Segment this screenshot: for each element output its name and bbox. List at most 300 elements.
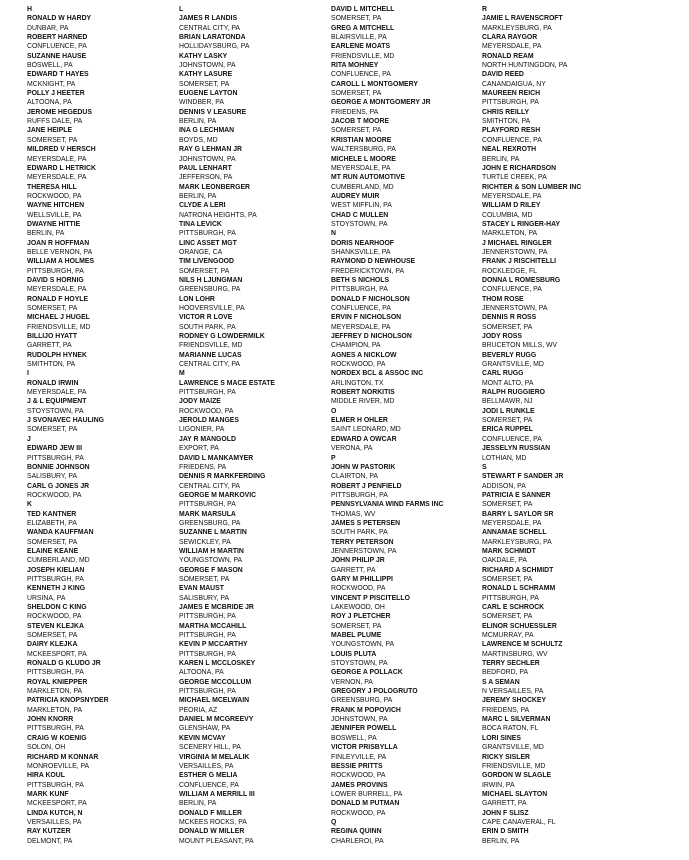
entry-location: GRANTSVILLE, MD (482, 359, 544, 369)
column-2 (179, 4, 319, 845)
entry-name: JOHN E RICHARDSON (482, 162, 557, 172)
entry-location: MCKEES ROCKS, PA (179, 816, 247, 826)
entry-name: MICHAEL MCELWAIN (179, 695, 250, 705)
entry-name: S A SEMAN (482, 676, 520, 686)
entry-name: CHAD C MULLEN (331, 209, 389, 219)
entry-location: PITTSBURGH, PA (331, 489, 388, 499)
entry-location: NATRONA HEIGHTS, PA (179, 209, 257, 219)
entry-name: DANIEL M MCGREEVY (179, 714, 254, 724)
entry-name: RICHTER & SON LUMBER INC (482, 181, 582, 191)
section-letter: N (331, 228, 336, 238)
entry-name: ROBERT J PENFIELD (331, 480, 402, 490)
entry-name: JOSEPH KIELIAN (27, 564, 85, 574)
entry-name: WILLIAM D RILEY (482, 200, 541, 210)
entry-name: ROBERT HARNED (27, 32, 88, 42)
entry-location: JEFFERSON, PA (179, 172, 233, 182)
section-letter: Q (331, 816, 337, 826)
entry-name: MARK MARSULA (179, 508, 236, 518)
entry-location: BELLE VERNON, PA (27, 246, 93, 256)
entry-location: SOMERSET, PA (27, 134, 78, 144)
entry-location: BERLIN, PA (179, 190, 217, 200)
entry-location: ARLINGTON, TX (331, 377, 384, 387)
entry-name: RONALD G KLUDO JR (27, 658, 101, 668)
entry-name: MT RUN AUTOMOTIVE (331, 172, 406, 182)
entry-location: STOYSTOWN, PA (27, 405, 84, 415)
entry-name: WILLIAM H MARTIN (179, 545, 244, 555)
entry-location: BLAIRSVILLE, PA (331, 32, 387, 42)
entry-name: RALPH RUGGIERO (482, 387, 546, 397)
entry-name: KENNETH J KING (27, 583, 86, 593)
entry-name: JACOB T MOORE (331, 116, 390, 126)
entry-name: NORDEX BCL & ASSOC INC (331, 368, 424, 378)
entry-name: RICKY SISLER (482, 751, 530, 761)
entry-location: MONT ALTO, PA (482, 377, 534, 387)
entry-location: IRWIN, PA (482, 779, 515, 789)
entry-location: CENTRAL CITY, PA (179, 22, 240, 32)
entry-location: MARKLETON, PA (27, 686, 83, 696)
entry-location: ADDISON, PA (482, 480, 526, 490)
entry-location: JENNERSTOWN, PA (482, 246, 548, 256)
entry-name: KEVIN MCVAY (179, 732, 226, 742)
column-3 (331, 4, 481, 845)
entry-location: FINLEYVILLE, PA (331, 751, 387, 761)
entry-name: JOHN F SLISZ (482, 807, 529, 817)
entry-location: ORANGE, CA (179, 246, 223, 256)
entry-name: MABEL PLUME (331, 630, 382, 640)
entry-name: CAROLL L MONTGOMERY (331, 78, 418, 88)
entry-name: RITA MOHNEY (331, 60, 379, 70)
entry-name: GEORGE F MASON (179, 564, 243, 574)
entry-name: PATRICIA KNOPSNYDER (27, 695, 109, 705)
entry-name: CARL G JONES JR (27, 480, 90, 490)
entry-location: WEST MIFFLIN, PA (331, 200, 392, 210)
entry-location: ROCKWOOD, PA (331, 807, 386, 817)
entry-location: URSINA, PA (27, 592, 66, 602)
entry-name: JEREMY SHOCKEY (482, 695, 547, 705)
entry-name: ERVIN F NICHOLSON (331, 312, 402, 322)
entry-location: VERONA, PA (331, 443, 373, 453)
entry-name: ELMER H OHLER (331, 415, 388, 425)
entry-location: PITTSBURGH, PA (331, 284, 388, 294)
entry-name: BRIAN LARATONDA (179, 32, 246, 42)
entry-location: PEORIA, AZ (179, 704, 218, 714)
section-letter: P (331, 452, 336, 462)
entry-location: DUNBAR, PA (27, 22, 69, 32)
entry-location: FRIEDENS, PA (179, 461, 227, 471)
entry-name: TERRY SECHLER (482, 658, 540, 668)
entry-name: EDWARD T HAYES (27, 69, 89, 79)
entry-location: FREDERICKTOWN, PA (331, 265, 405, 275)
entry-name: KATHY LASURE (179, 69, 233, 79)
entry-name: GEORGE M MARKOVIC (179, 489, 257, 499)
entry-location: HOOVERSVILLE, PA (179, 303, 245, 312)
entry-location: CANANDAIGUA, NY (482, 78, 546, 88)
entry-location: BERLIN, PA (482, 153, 520, 163)
entry-name: GORDON W SLAGLE (482, 770, 552, 780)
entry-name: RAY KUTZER (27, 826, 71, 836)
entry-name: JODY MAIZE (179, 396, 221, 406)
entry-name: JESSELYN RUSSIAN (482, 443, 551, 453)
entry-name: VIRGINIA M MELALIK (179, 751, 250, 761)
entry-location: BOSWELL, PA (27, 60, 73, 70)
entry-name: CARL RUGG (482, 368, 524, 378)
entry-location: MONROEVILLE, PA (27, 760, 90, 770)
entry-name: SUZANNE L MARTIN (179, 527, 247, 537)
entry-name: MARIANNE LUCAS (179, 349, 242, 359)
entry-location: RUFFS DALE, PA (27, 116, 83, 126)
entry-name: LAWRENCE S MACE ESTATE (179, 377, 275, 387)
entry-name: BETH S NICHOLS (331, 274, 390, 284)
entry-name: RONALD W HARDY (27, 13, 92, 23)
entry-name: EARLENE MOATS (331, 41, 391, 51)
entry-location: GREENSBURG, PA (179, 517, 241, 527)
entry-location: BERLIN, PA (482, 835, 520, 845)
entry-name: SHELDON C KING (27, 602, 87, 611)
entry-name: AUDREY MUIR (331, 190, 380, 200)
entry-name: RUDOLPH HYNEK (27, 349, 87, 359)
entry-location: OAKDALE, PA (482, 555, 527, 565)
entry-location: WALTERSBURG, PA (331, 144, 396, 154)
entry-name: JAMIE L RAVENSCROFT (482, 13, 563, 23)
entry-name: ESTHER G MELIA (179, 770, 238, 780)
entry-location: PITTSBURGH, PA (179, 499, 236, 509)
entry-name: KRISTIAN MOORE (331, 134, 392, 144)
entry-name: PLAYFORD RESH (482, 125, 541, 135)
entry-name: JOHN KNORR (27, 714, 74, 724)
entry-location: GRANTSVILLE, MD (482, 742, 544, 752)
entry-name: VINCENT P PISCITELLO (331, 592, 410, 602)
entry-location: MEYERSDALE, PA (27, 172, 87, 182)
entry-name: MILDRED V HERSCH (27, 144, 96, 154)
entry-name: BONNIE JOHNSON (27, 461, 90, 471)
entry-location: PITTSBURGH, PA (27, 779, 84, 789)
entry-name: DENNIS V LEASURE (179, 106, 247, 116)
entry-name: BESSIE PRITTS (331, 760, 383, 770)
entry-name: DAVID S HORNIG (27, 274, 84, 284)
entry-location: GARRETT, PA (331, 564, 376, 574)
entry-name: GARY M PHILLIPPI (331, 573, 393, 583)
entry-name: REGINA QUINN (331, 826, 382, 836)
entry-name: POLLY J HEETER (27, 88, 85, 98)
entry-location: PITTSBURGH, PA (27, 452, 84, 462)
entry-name: ANNAMAE SCHELL (482, 527, 547, 537)
entry-location: BRUCETON MILLS, WV (482, 340, 558, 350)
entry-name: CRAIG W KOENIG (27, 732, 87, 742)
entry-name: BILLIJO HYATT (27, 331, 78, 341)
section-letter: K (27, 499, 32, 509)
entry-name: RAYMOND D NEWHOUSE (331, 256, 416, 266)
entry-name: DWAYNE HITTIE (27, 218, 81, 228)
entry-name: DONALD W MILLER (179, 826, 245, 836)
entry-name: DENNIS R MARKFERDING (179, 471, 266, 481)
entry-location: FRIENDSVILLE, MD (179, 340, 243, 350)
entry-name: DAVID L MITCHELL (331, 4, 395, 13)
entry-location: TURTLE CREEK, PA (482, 172, 547, 182)
entry-name: JAMES E MCBRIDE JR (179, 602, 254, 611)
entry-location: BOSWELL, PA (331, 732, 377, 742)
entry-name: RONALD IRWIN (27, 377, 79, 387)
entry-name: RONALD F HOYLE (27, 293, 89, 303)
entry-name: J & L EQUIPMENT (27, 396, 87, 406)
entry-name: DENNIS R ROSS (482, 312, 537, 322)
entry-location: CONFLUENCE, PA (179, 779, 239, 789)
entry-location: GARRETT, PA (27, 340, 72, 350)
entry-location: CAPE CANAVERAL, FL (482, 816, 556, 826)
entry-location: SOMERSET, PA (27, 536, 78, 546)
entry-name: RICHARD M KONNAR (27, 751, 99, 761)
entry-location: ROCKWOOD, PA (331, 770, 386, 780)
entry-name: EDWARD JEW III (27, 443, 83, 453)
entry-name: JEROME HEGEDUS (27, 106, 92, 116)
entry-location: ROCKWOOD, PA (179, 405, 234, 415)
entry-name: RICHARD A SCHMIDT (482, 564, 554, 574)
entry-location: SOMERSET, PA (331, 13, 382, 23)
entry-location: ROCKWOOD, PA (27, 489, 82, 499)
entry-name: JANE HEIPLE (27, 125, 73, 135)
entry-name: TED KANTNER (27, 508, 77, 518)
entry-location: GLENSHAW, PA (179, 723, 231, 733)
entry-location: STOYSTOWN, PA (331, 658, 388, 668)
entry-location: PITTSBURGH, PA (179, 611, 236, 621)
entry-name: JEFFREY D NICHOLSON (331, 331, 412, 341)
entry-location: LIGONIER, PA (179, 424, 225, 434)
entry-name: WANDA KAUFFMAN (27, 527, 94, 537)
entry-location: PITTSBURGH, PA (179, 686, 236, 696)
entry-location: SOMERSET, PA (331, 620, 382, 630)
section-letter: L (179, 4, 184, 13)
entry-location: SOLON, OH (27, 742, 66, 752)
entry-location: YOUNGSTOWN, PA (179, 555, 243, 565)
entry-location: LOWER BURRELL, PA (331, 788, 403, 798)
entry-location: SOMERSET, PA (27, 303, 78, 312)
entry-name: TIM LIVENGOOD (179, 256, 235, 266)
entry-location: MEYERSDALE, PA (482, 517, 542, 527)
entry-name: INA G LECHMAN (179, 125, 235, 135)
entry-location: CONFLUENCE, PA (27, 41, 87, 51)
entry-location: CLAIRTON, PA (331, 471, 378, 481)
entry-name: KATHY LASKY (179, 50, 228, 60)
entry-location: SOUTH PARK, PA (179, 321, 236, 331)
entry-location: SALISBURY, PA (179, 592, 230, 602)
column-4 (482, 4, 632, 845)
entry-name: ERIN D SMITH (482, 826, 529, 836)
entry-name: RAY G LEHMAN JR (179, 144, 243, 154)
entry-location: FRIENDSVILLE, MD (27, 321, 91, 331)
entry-name: MICHELE L MOORE (331, 153, 396, 163)
entry-name: WAYNE HITCHEN (27, 200, 85, 210)
entry-location: BERLIN, PA (179, 798, 217, 808)
entry-name: VICTOR R LOVE (179, 312, 233, 322)
entry-location: JENNERSTOWN, PA (331, 545, 397, 555)
entry-name: BEVERLY RUGG (482, 349, 537, 359)
entry-name: TINA LEVICK (179, 218, 222, 228)
entry-name: PENNSYLVANIA WIND FARMS INC (331, 499, 444, 509)
entry-name: JODY ROSS (482, 331, 522, 341)
entry-name: J MICHAEL RINGLER (482, 237, 552, 247)
entry-name: GEORGE A POLLACK (331, 667, 403, 677)
entry-name: CLYDE A LERI (179, 200, 226, 210)
entry-name: LON LOHR (179, 293, 215, 303)
entry-location: PITTSBURGH, PA (179, 228, 236, 238)
entry-name: CHRIS REILLY (482, 106, 530, 116)
entry-location: SOMERSET, PA (482, 415, 533, 425)
entry-location: MOUNT PLEASANT, PA (179, 835, 254, 845)
entry-location: EXPORT, PA (179, 443, 219, 453)
entry-name: DONALD F MILLER (179, 807, 243, 817)
entry-location: PITTSBURGH, PA (27, 265, 84, 275)
entry-location: MCMURRAY, PA (482, 630, 534, 640)
entry-name: GREGORY J POLOGRUTO (331, 686, 418, 696)
entry-name: DAVID L MANKAMYER (179, 452, 254, 462)
entry-name: MARK SCHMIDT (482, 545, 536, 555)
entry-location: CENTRAL CITY, PA (179, 480, 240, 490)
entry-location: SOMERSET, PA (482, 611, 533, 621)
entry-name: RONALD REAM (482, 50, 534, 60)
entry-location: BOCA RATON, FL (482, 723, 539, 733)
entry-name: ELINOR SCHUESSLER (482, 620, 557, 630)
entry-location: CHAMPION, PA (331, 340, 381, 350)
entry-name: PAUL LENHART (179, 162, 232, 172)
entry-location: SEWICKLEY, PA (179, 536, 231, 546)
entry-location: SOMERSET, PA (331, 88, 382, 98)
entry-location: MEYERSDALE, PA (482, 190, 542, 200)
entry-location: VERSAILLES, PA (27, 816, 82, 826)
entry-location: PITTSBURGH, PA (27, 573, 84, 583)
entry-name: DAIRY KLEJKA (27, 639, 78, 649)
entry-name: ROBERT NORKITIS (331, 387, 395, 397)
entry-location: SOMERSET, PA (179, 78, 230, 88)
entry-location: MEYERSDALE, PA (331, 162, 391, 172)
entry-name: VICTOR PRISBYLLA (331, 742, 398, 752)
entry-name: JAY R MANGOLD (179, 433, 236, 443)
entry-name: DONNA L ROMESBURG (482, 274, 561, 284)
entry-name: EVAN MAUST (179, 583, 224, 593)
entry-location: CONFLUENCE, PA (331, 69, 391, 79)
entry-location: SOMERSET, PA (27, 630, 78, 640)
section-letter: M (179, 368, 185, 378)
section-letter: O (331, 405, 337, 415)
entry-name: MICHAEL SLAYTON (482, 788, 548, 798)
entry-name: STEVEN KLEJKA (27, 620, 84, 630)
entry-name: CARL E SCHROCK (482, 602, 545, 611)
entry-location: CUMBERLAND, MD (331, 181, 394, 191)
entry-location: HOLLIDAYSBURG, PA (179, 41, 250, 51)
entry-location: N VERSAILLES, PA (482, 686, 544, 696)
entry-location: SOMERSET, PA (331, 125, 382, 135)
entry-name: JEROLD MANGES (179, 415, 239, 425)
entry-name: JAMES S PETERSEN (331, 517, 401, 527)
entry-name: JENNIFER POWELL (331, 723, 397, 733)
entry-location: GREENSBURG, PA (179, 284, 241, 294)
entry-location: SOMERSET, PA (179, 265, 230, 275)
entry-location: CUMBERLAND, MD (27, 555, 90, 565)
section-letter: H (27, 4, 32, 13)
entry-location: MEYERSDALE, PA (27, 387, 87, 397)
entry-name: JOHN PHILIP JR (331, 555, 385, 565)
entry-location: LOTHIAN, MD (482, 452, 527, 462)
entry-location: SCENERY HILL, PA (179, 742, 241, 752)
entry-location: MARKLETON, PA (482, 228, 538, 238)
entry-name: GEORGE A MONTGOMERY JR (331, 97, 431, 107)
entry-location: MIDDLE RIVER, MD (331, 396, 395, 406)
entry-location: MCKEESPORT, PA (27, 798, 87, 808)
entry-name: BARRY L SAYLOR SR (482, 508, 554, 518)
entry-location: JENNERSTOWN, PA (482, 303, 548, 312)
entry-name: STACEY L RINGER-HAY (482, 218, 561, 228)
entry-name: ELAINE KEANE (27, 545, 79, 555)
entry-location: PITTSBURGH, PA (27, 723, 84, 733)
entry-location: MARKLEYSBURG, PA (482, 22, 552, 32)
entry-name: HIRA KOUL (27, 770, 65, 780)
entry-name: EUGENE LAYTON (179, 88, 238, 98)
entry-location: MEYERSDALE, PA (331, 321, 391, 331)
entry-name: LORI SINES (482, 732, 521, 742)
entry-name: NEAL REXROTH (482, 144, 537, 154)
entry-location: SOMERSET, PA (179, 573, 230, 583)
entry-name: THERESA HILL (27, 181, 77, 191)
entry-name: NILS H LJUNGMAN (179, 274, 243, 284)
entry-location: ROCKWOOD, PA (27, 190, 82, 200)
entry-location: CHARLEROI, PA (331, 835, 384, 845)
entry-location: MARTINSBURG, WV (482, 648, 548, 658)
entry-location: BERLIN, PA (27, 228, 65, 238)
entry-location: YOUNGSTOWN, PA (331, 639, 395, 649)
entry-name: MARK KUNF (27, 788, 69, 798)
entry-name: PATRICIA E SANNER (482, 489, 551, 499)
entry-location: NORTH HUNTINGDON, PA (482, 60, 568, 70)
entry-location: SOMERSET, PA (482, 499, 533, 509)
entry-location: STOYSTOWN, PA (331, 218, 388, 228)
entry-name: LOUIS PLUTA (331, 648, 377, 658)
entry-location: ROCKLEDGE, FL (482, 265, 538, 275)
entry-name: RONALD L SCHRAMM (482, 583, 556, 593)
entry-location: PITTSBURGH, PA (179, 387, 236, 397)
entry-name: WILLIAM A HOLMES (27, 256, 95, 266)
entry-name: STEWART F SANDER JR (482, 471, 564, 481)
entry-location: BELLMAWR, NJ (482, 396, 533, 406)
entry-location: JOHNSTOWN, PA (179, 60, 236, 70)
entry-name: MARK LEONBERGER (179, 181, 251, 191)
entry-location: SHANKSVILLE, PA (331, 246, 391, 256)
entry-name: DORIS NEARHOOF (331, 237, 395, 247)
entry-name: JAMES R LANDIS (179, 13, 238, 23)
section-letter: R (482, 4, 487, 13)
entry-name: DAVID REED (482, 69, 524, 79)
entry-name: JOHN W PASTORIK (331, 461, 396, 471)
entry-location: ELIZABETH, PA (27, 517, 77, 527)
entry-location: MARKLETON, PA (27, 704, 83, 714)
entry-location: MEYERSDALE, PA (27, 153, 87, 163)
entry-name: KAREN L MCCLOSKEY (179, 658, 256, 668)
entry-location: COLUMBIA, MD (482, 209, 533, 219)
entry-location: SAINT LEONARD, MD (331, 424, 401, 434)
column-1 (27, 4, 167, 845)
entry-location: GREENSBURG, PA (331, 695, 393, 705)
entry-name: CLARA RAYGOR (482, 32, 538, 42)
entry-location: SOMERSET, PA (27, 424, 78, 434)
entry-name: JOAN R HOFFMAN (27, 237, 90, 247)
entry-name: MICHAEL J HUGEL (27, 312, 90, 322)
entry-location: FRIENDSVILLE, MD (482, 760, 546, 770)
entry-name: AGNES A NICKLOW (331, 349, 397, 359)
section-letter: J (27, 433, 31, 443)
entry-name: DONALD F NICHOLSON (331, 293, 410, 303)
entry-location: CONFLUENCE, PA (482, 433, 542, 443)
entry-name: TERRY PETERSON (331, 536, 394, 546)
entry-location: JOHNSTOWN, PA (179, 153, 236, 163)
entry-location: SOMERSET, PA (482, 573, 533, 583)
entry-name: ROY J PLETCHER (331, 611, 391, 621)
